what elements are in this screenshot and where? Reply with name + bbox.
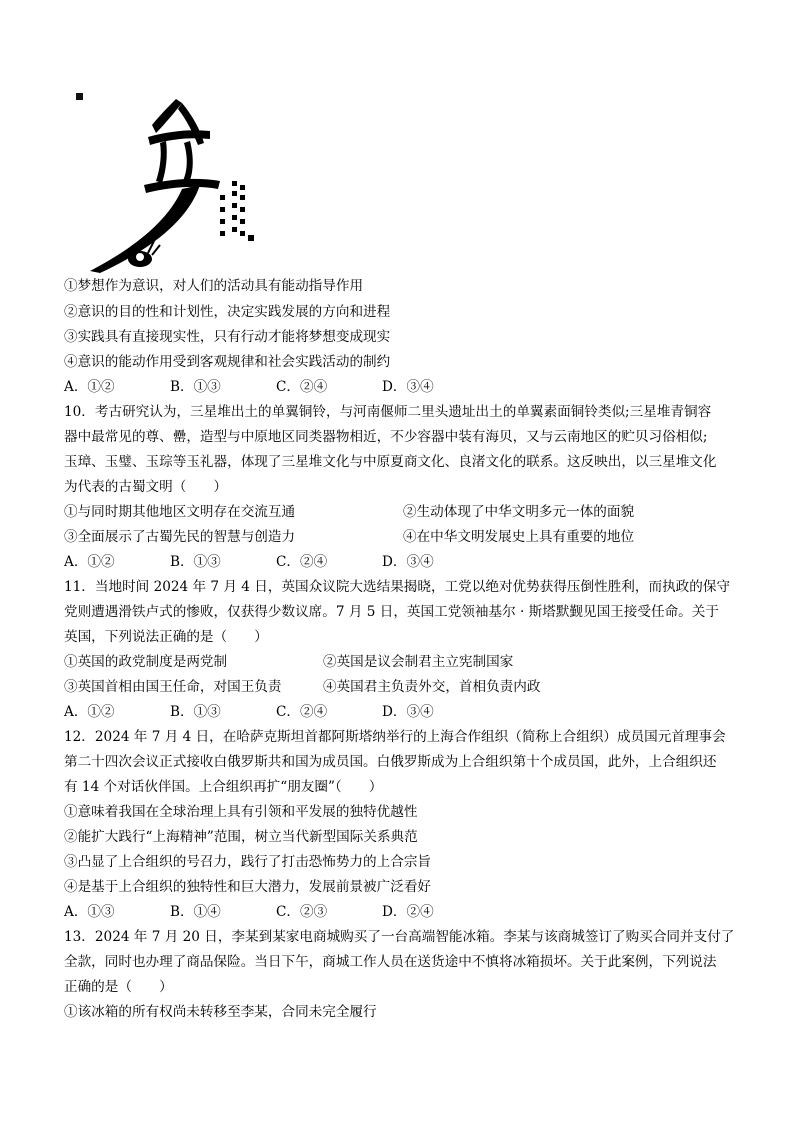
q10-stem: 10．考古研究认为，三星堆出土的单翼铜铃，与河南偃师二里头遗址出土的单翼素面铜铃类似;三星堆青铜容 [64,404,712,420]
choice-a[interactable]: A．①② [64,554,115,570]
q9-statement: ②意识的目的性和计划性，决定实践发展的方向和进程 [64,304,391,320]
q10-choices [64,552,488,572]
q13-stem: 正确的是（ ） [64,979,173,995]
q10-statements-row [64,527,742,547]
q11-statements-row [64,652,662,672]
q10-statement: ②生动体现了中华文明多元一体的面貌 [403,504,635,520]
choice-b[interactable]: B．①④ [170,904,221,920]
q13-stem: 全款，同时也办理了商品保险。当日下午，商城工作人员在送货途中不慎将冰箱损坏。关于此案例，下列说法 [64,954,717,970]
q11-stem: 英国，下列说法正确的是（ ） [64,629,268,645]
q10-stem: 器中最常见的尊、罍，造型与中原地区同类器物相近，不少容器中装有海贝，又与云南地区的贮贝习俗相似; [64,429,708,445]
q9-statement: ③实践具有直接现实性，只有行动才能将梦想变成现实 [64,329,391,345]
q12-stem: 12．2024 年 7 月 4 日，在哈萨克斯坦首都阿斯塔纳举行的上海合作组织（简称上合组织）成员国元首理事会 [64,729,726,745]
choice-d[interactable]: D．③④ [382,379,434,395]
q11-statement: ③英国首相由国王任命，对国王负责 [64,679,282,695]
q11-choices [64,702,488,722]
q12-statement: ④是基于上合组织的独特性和巨大潜力，发展前景被广泛看好 [64,879,432,895]
choice-a[interactable]: A．①③ [64,904,115,920]
q12-stem: 有 14 个对话伙伴国。上合组织再扩“朋友圈”（ ） [64,779,383,795]
choice-c[interactable]: C．②④ [276,379,328,395]
q12-choices [64,902,488,922]
q10-statements-row [64,502,742,522]
q9-statement: ①梦想作为意识，对人们的活动具有能动指导作用 [64,278,364,294]
q11-statement: ①英国的政党制度是两党制 [64,654,228,670]
q11-stem: 11．当地时间 2024 年 7 月 4 日，英国众议院大选结果揭晓，工党以绝对优势获得压倒性胜利，而执政的保守 [64,579,731,595]
choice-c[interactable]: C．②④ [276,704,328,720]
q9-choices [64,377,488,397]
choice-b[interactable]: B．①③ [170,379,221,395]
q11-statement: ④英国君主负责外交，首相负责内政 [323,679,541,695]
choice-a[interactable]: A．①② [64,704,115,720]
q10-stem: 玉璋、玉璧、玉琮等玉礼器，体现了三星堆文化与中原夏商文化、良渚文化的联系。这反映出，以三星堆文化 [64,454,717,470]
choice-b[interactable]: B．①③ [170,554,221,570]
q11-statement: ②英国是议会制君主立宪制国家 [323,654,514,670]
q12-statement: ③凸显了上合组织的号召力，践行了打击恐怖势力的上合宗旨 [64,854,432,870]
choice-b[interactable]: B．①③ [170,704,221,720]
q10-statement: ①与同时期其他地区文明存在交流互通 [64,504,296,520]
q11-statements-row [64,677,662,697]
choice-c[interactable]: C．②③ [276,904,328,920]
choice-d[interactable]: D．③④ [382,554,434,570]
q9-statement: ④意识的能动作用受到客观规律和社会实践活动的制约 [64,354,391,370]
q10-stem: 为代表的古蜀文明（ ） [64,479,228,495]
choice-a[interactable]: A．①② [64,379,115,395]
q13-stem: 13．2024 年 7 月 20 日，李某到某家电商城购买了一台高端智能冰箱。李某与该商城签订了购买合同并支付了 [64,929,735,945]
q13-statement: ①该冰箱的所有权尚未转移至李某，合同未完全履行 [64,1004,377,1020]
q12-statement: ①意味着我国在全球治理上具有引领和平发展的独特优越性 [64,804,418,820]
choice-d[interactable]: D．③④ [382,704,434,720]
choice-c[interactable]: C．②④ [276,554,328,570]
q12-statement: ②能扩大践行“上海精神”范围，树立当代新型国际关系典范 [64,829,418,845]
dream-calligraphy-snail-icon [70,85,260,275]
q11-stem: 党则遭遇滑铁卢式的惨败，仅获得少数议席。7 月 5 日，英国工党领袖基尔 · 斯塔默觐见国王接受任命。关于 [64,604,719,620]
q10-statement: ④在中华文明发展史上具有重要的地位 [403,529,635,545]
q10-statement: ③全面展示了古蜀先民的智慧与创造力 [64,529,296,545]
choice-d[interactable]: D．②④ [382,904,434,920]
q12-stem: 第二十四次会议正式接收白俄罗斯共和国为成员国。白俄罗斯成为上合组织第十个成员国，此外，上合组织还 [64,754,717,770]
